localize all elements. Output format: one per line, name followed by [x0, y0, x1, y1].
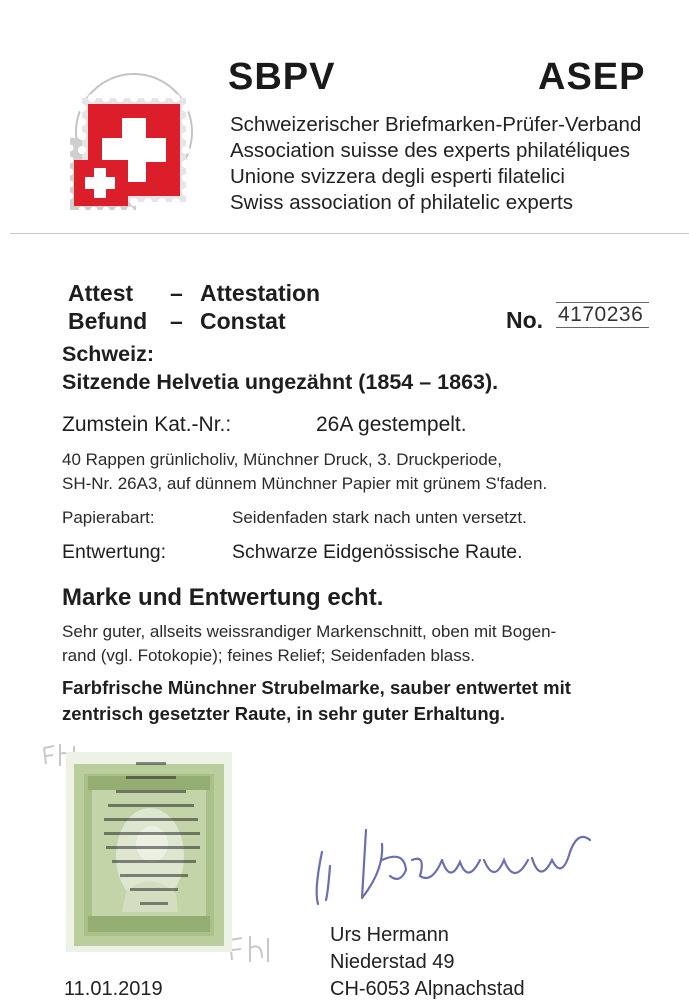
expert-name: Urs Hermann — [330, 924, 449, 946]
verdict-heading: Marke und Entwertung echt. — [62, 584, 384, 611]
condition-line: rand (vgl. Fotokopie); feines Relief; Seidenfaden blass. — [62, 646, 475, 665]
befund-label-fr: Constat — [200, 308, 286, 334]
org-name-it: Unione svizzera degli esperti filatelici — [230, 165, 565, 188]
expert-street: Niederstad 49 — [330, 951, 455, 973]
attest-label-fr: Attestation — [200, 280, 321, 306]
org-name-de: Schweizerischer Briefmarken-Prüfer-Verband — [230, 113, 642, 136]
country-heading: Schweiz: — [62, 342, 154, 366]
catalog-value: 26A gestempelt. — [316, 413, 467, 436]
description-line: 40 Rappen grünlicholiv, Münchner Druck, 3. Druckperiode, — [62, 450, 503, 469]
org-name-fr: Association suisse des experts philatéliques — [230, 139, 630, 162]
org-name-en: Swiss association of philatelic experts — [230, 191, 573, 214]
entwertung-value: Schwarze Eidgenössische Raute. — [232, 541, 523, 563]
certificate-number-label: No. — [506, 307, 544, 333]
stamp-issue-heading: Sitzende Helvetia ungezähnt (1854 – 1863). — [62, 370, 499, 394]
papierabart-value: Seidenfaden stark nach unten versetzt. — [232, 508, 527, 527]
befund-dash: – — [170, 308, 183, 334]
attest-label-de: Attest — [68, 280, 134, 306]
summary-line: zentrisch gesetzter Raute, in sehr guter Erhaltung. — [62, 703, 506, 724]
description-line: SH-Nr. 26A3, auf dünnem Münchner Papier mit grünem S'faden. — [62, 474, 548, 493]
catalog-label: Zumstein Kat.-Nr.: — [62, 413, 232, 436]
expert-city: CH-6053 Alpnachstad — [330, 978, 525, 1000]
helvetia-stamp-image — [66, 752, 232, 952]
signature-image — [308, 800, 608, 915]
entwertung-label: Entwertung: — [62, 541, 167, 563]
attest-dash: – — [170, 280, 183, 306]
header-divider — [10, 233, 689, 234]
summary-line: Farbfrische Münchner Strubelmarke, sauber entwertet mit — [62, 677, 571, 698]
swiss-cross-stamp-icon — [64, 64, 204, 214]
org-short-de: SBPV — [228, 56, 336, 98]
papierabart-label: Papierabart: — [62, 508, 155, 527]
certificate-date: 11.01.2019 — [64, 978, 163, 1000]
condition-line: Sehr guter, allseits weissrandiger Markenschnitt, oben mit Bogen- — [62, 622, 557, 641]
handwritten-mark-icon — [226, 932, 276, 966]
certificate-number: 4170236 — [556, 302, 649, 328]
befund-label-de: Befund — [68, 308, 148, 334]
org-short-fr: ASEP — [538, 56, 646, 98]
